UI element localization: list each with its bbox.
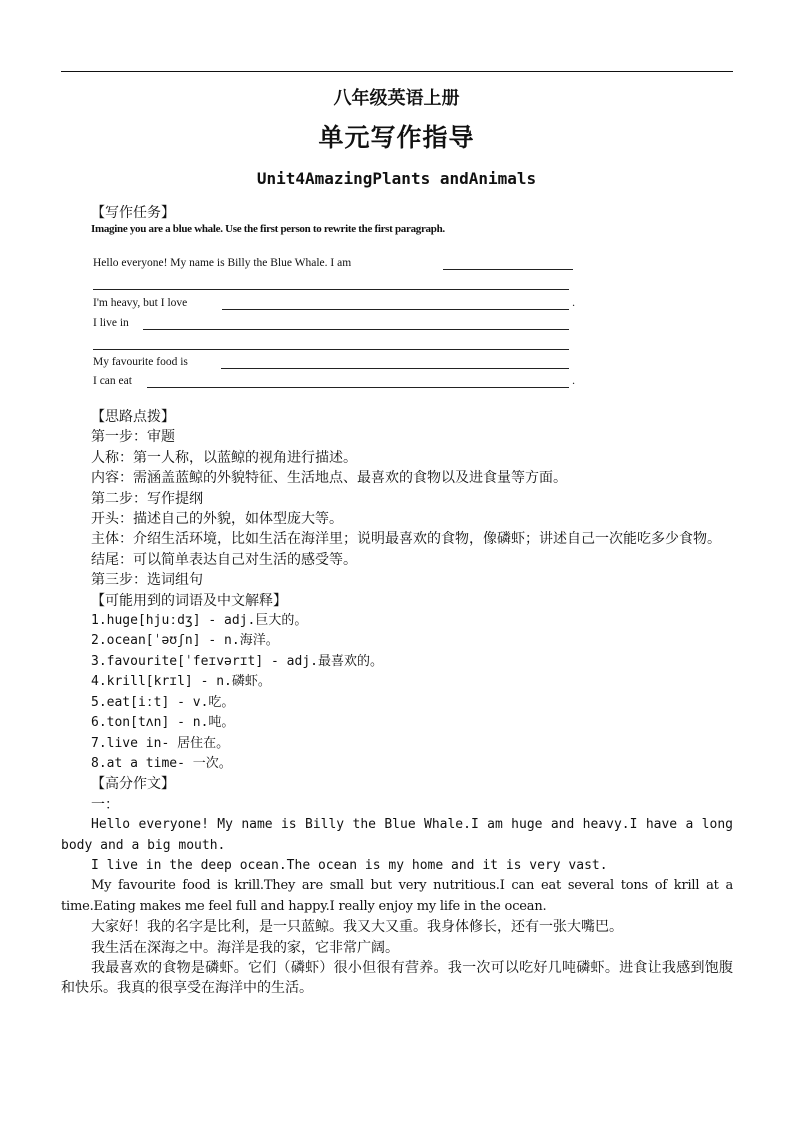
vocab-item: 5.eat[iːt] - v.吃。 bbox=[91, 694, 235, 710]
answer-blank[interactable] bbox=[147, 387, 569, 388]
essay-paragraph-en: I live in the deep ocean.The ocean is my home and it is very vast. bbox=[91, 857, 608, 873]
essay-paragraph-zh: 我最喜欢的食物是磷虾。它们（磷虾）很小但很有营养。我一次可以吃好几吨磷虾。进食让我感到饱腹和快乐。我真的很享受在海洋中的生活。 bbox=[61, 959, 733, 997]
task-instruction: Imagine you are a blue whale. Use the first person to rewrite the first paragraph. bbox=[91, 223, 445, 235]
essay-paragraph-en: My favourite food is krill.They are small but very nutritious.I can eat several tons of krill at a time.Eating makes me feel full and happy.I really enjoy my life in the ocean. bbox=[61, 878, 733, 914]
essay-paragraph-zh: 大家好！我的名字是比利，是一只蓝鲸。我又大又重。我身体修长，还有一张大嘴巴。 bbox=[91, 919, 623, 936]
step-2: 第二步：写作提纲 bbox=[91, 490, 203, 507]
answer-blank[interactable] bbox=[93, 349, 569, 350]
header-rule bbox=[61, 71, 733, 72]
guide-content: 内容：需涵盖蓝鲸的外貌特征、生活地点、最喜欢的食物以及进食量等方面。 bbox=[91, 470, 567, 487]
answer-blank[interactable] bbox=[221, 368, 569, 369]
essay-number: 一： bbox=[91, 796, 119, 813]
answer-blank[interactable] bbox=[143, 329, 569, 330]
answer-blank[interactable] bbox=[93, 289, 569, 290]
essay-paragraph-en: Hello everyone! My name is Billy the Blue Whale.I am huge and heavy.I have a long body and a big mouth. bbox=[61, 817, 733, 853]
fill-row bbox=[93, 334, 569, 350]
step-3: 第三步：选词组句 bbox=[91, 572, 203, 589]
fill-row bbox=[93, 314, 569, 330]
guide-opening: 开头：描述自己的外貌，如体型庞大等。 bbox=[91, 511, 343, 528]
vocab-item: 1.huge[hjuːdʒ] - adj.巨大的。 bbox=[91, 613, 308, 629]
vocab-label: 【可能用到的词语及中文解释】 bbox=[91, 592, 287, 609]
task-label: 【写作任务】 bbox=[91, 205, 175, 221]
guide-ending: 结尾：可以简单表达自己对生活的感受等。 bbox=[91, 551, 357, 568]
guide-section bbox=[61, 407, 733, 999]
fill-row-text: I live in bbox=[93, 317, 129, 329]
essay-paragraph-zh: 我生活在深海之中。海洋是我的家，它非常广阔。 bbox=[91, 939, 399, 956]
guide-main: 主体：介绍生活环境，比如生活在海洋里；说明最喜欢的食物，像磷虾；讲述自己一次能吃多少食物。 bbox=[91, 531, 721, 548]
fill-row-text: I'm heavy, but I love bbox=[93, 297, 188, 309]
vocab-item: 6.ton[tʌn] - n.吨。 bbox=[91, 715, 235, 731]
vocab-item: 4.krill[krɪl] - n.磷虾。 bbox=[91, 674, 271, 690]
fill-row-text: My favourite food is bbox=[93, 356, 188, 368]
essay-label: 【高分作文】 bbox=[91, 776, 175, 793]
fill-row bbox=[93, 353, 569, 369]
fill-row-end: . bbox=[572, 375, 575, 387]
fill-row bbox=[93, 254, 569, 270]
vocab-item: 7.live in- 居住在。 bbox=[91, 735, 230, 751]
vocab-item: 2.ocean[ˈəʊʃn] - n.海洋。 bbox=[91, 633, 279, 649]
fill-row-end: . bbox=[572, 297, 575, 309]
unit-title: Unit4AmazingPlants andAnimals bbox=[256, 169, 537, 188]
fill-row-text: Hello everyone! My name is Billy the Blue Whale. I am bbox=[93, 257, 352, 269]
guide-person: 人称：第一人称，以蓝鲸的视角进行描述。 bbox=[91, 449, 357, 466]
guide-label: 【思路点拨】 bbox=[91, 409, 175, 425]
fill-row bbox=[93, 274, 569, 290]
vocab-item: 3.favourite[ˈfeɪvərɪt] - adj.最喜欢的。 bbox=[91, 653, 383, 669]
answer-blank[interactable] bbox=[222, 309, 569, 310]
step-1: 第一步：审题 bbox=[91, 429, 175, 446]
grade-heading: 八年级英语上册 bbox=[333, 88, 460, 109]
page-title: 单元写作指导 bbox=[318, 123, 475, 152]
answer-blank[interactable] bbox=[443, 269, 573, 270]
vocab-item: 8.at a time- 一次。 bbox=[91, 755, 232, 771]
fill-row bbox=[93, 372, 575, 388]
fill-row-text: I can eat bbox=[93, 375, 132, 387]
fill-row bbox=[93, 294, 575, 310]
